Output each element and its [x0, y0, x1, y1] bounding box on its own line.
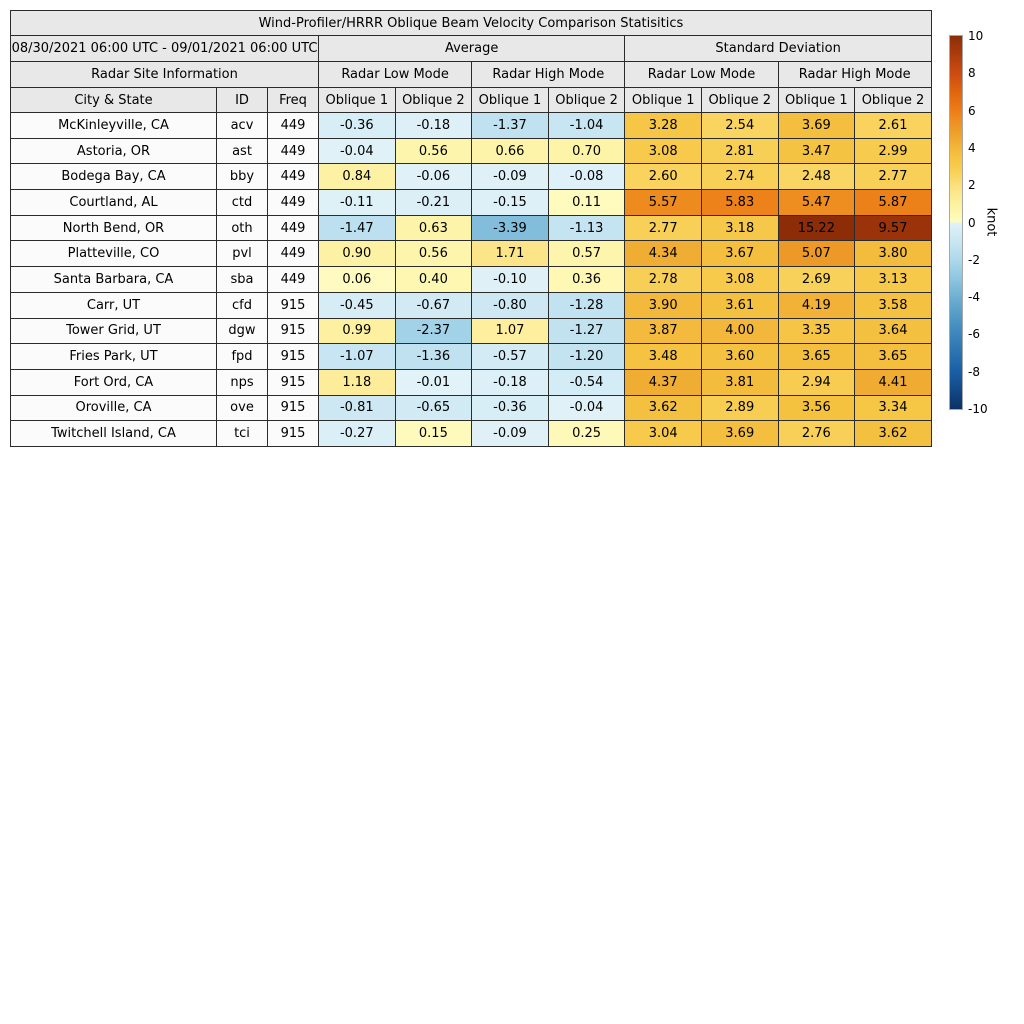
value-cell: -1.37 [472, 113, 549, 139]
id-cell: oth [217, 215, 268, 241]
value-cell: 3.08 [625, 138, 702, 164]
value-cell: -0.57 [472, 344, 549, 370]
comparison-statistics-table [10, 10, 932, 447]
value-cell: -0.36 [472, 395, 549, 421]
table-row [11, 369, 932, 395]
group-header-row [11, 36, 932, 62]
figure-title: Wind-Profiler/HRRR Oblique Beam Velocity Comparison Statisitics [11, 11, 932, 36]
table-row [11, 138, 932, 164]
value-cell: 0.57 [548, 241, 625, 267]
id-cell: dgw [217, 318, 268, 344]
column-header-oblique: Oblique 2 [855, 88, 932, 113]
value-cell: -1.28 [548, 292, 625, 318]
value-cell: 3.69 [701, 421, 778, 447]
value-cell: -1.07 [319, 344, 396, 370]
table-row [11, 292, 932, 318]
colorbar [950, 36, 962, 409]
city-cell: Fries Park, UT [11, 344, 217, 370]
value-cell: -1.20 [548, 344, 625, 370]
std-dev-group-header: Standard Deviation [625, 36, 931, 62]
value-cell: 3.87 [625, 318, 702, 344]
table-row [11, 318, 932, 344]
value-cell: -1.04 [548, 113, 625, 139]
value-cell: 3.69 [778, 113, 855, 139]
value-cell: 1.07 [472, 318, 549, 344]
value-cell: -2.37 [395, 318, 472, 344]
table-row [11, 215, 932, 241]
colorbar-tick-label: -4 [968, 290, 980, 305]
table-row [11, 190, 932, 216]
value-cell: 2.89 [701, 395, 778, 421]
value-cell: -1.27 [548, 318, 625, 344]
value-cell: 4.37 [625, 369, 702, 395]
colorbar-tick-label: -6 [968, 327, 980, 342]
value-cell: -1.13 [548, 215, 625, 241]
city-cell: Tower Grid, UT [11, 318, 217, 344]
table-row [11, 421, 932, 447]
colorbar-tick-label: -10 [968, 402, 988, 416]
city-cell: Fort Ord, CA [11, 369, 217, 395]
value-cell: 1.18 [319, 369, 396, 395]
column-header-oblique: Oblique 1 [472, 88, 549, 113]
value-cell: 3.62 [625, 395, 702, 421]
value-cell: 5.57 [625, 190, 702, 216]
city-cell: Courtland, AL [11, 190, 217, 216]
value-cell: 9.57 [855, 215, 932, 241]
value-cell: 2.94 [778, 369, 855, 395]
value-cell: 0.63 [395, 215, 472, 241]
city-cell: Astoria, OR [11, 138, 217, 164]
value-cell: 2.81 [701, 138, 778, 164]
id-cell: ctd [217, 190, 268, 216]
value-cell: 3.65 [778, 344, 855, 370]
value-cell: 0.15 [395, 421, 472, 447]
value-cell: 2.48 [778, 164, 855, 190]
value-cell: 2.76 [778, 421, 855, 447]
value-cell: 5.87 [855, 190, 932, 216]
value-cell: -0.18 [472, 369, 549, 395]
id-cell: acv [217, 113, 268, 139]
column-header-row [11, 88, 932, 113]
id-cell: ove [217, 395, 268, 421]
value-cell: 5.83 [701, 190, 778, 216]
city-cell: North Bend, OR [11, 215, 217, 241]
id-cell: fpd [217, 344, 268, 370]
value-cell: -1.47 [319, 215, 396, 241]
value-cell: 3.58 [855, 292, 932, 318]
mode-header-std-high: Radar High Mode [778, 62, 931, 88]
value-cell: 2.99 [855, 138, 932, 164]
value-cell: 2.74 [701, 164, 778, 190]
colorbar-unit-label: knot [983, 207, 999, 237]
value-cell: -0.18 [395, 113, 472, 139]
value-cell: 0.70 [548, 138, 625, 164]
value-cell: 15.22 [778, 215, 855, 241]
colorbar-tick-label: 10 [968, 29, 984, 43]
id-cell: tci [217, 421, 268, 447]
value-cell: 3.04 [625, 421, 702, 447]
value-cell: 2.78 [625, 267, 702, 293]
value-cell: -0.80 [472, 292, 549, 318]
value-cell: 3.60 [701, 344, 778, 370]
value-cell: 0.11 [548, 190, 625, 216]
city-cell: Bodega Bay, CA [11, 164, 217, 190]
freq-cell: 449 [268, 215, 319, 241]
value-cell: -0.11 [319, 190, 396, 216]
value-cell: -0.36 [319, 113, 396, 139]
colorbar-tick-label: 6 [968, 103, 976, 118]
id-cell: nps [217, 369, 268, 395]
freq-cell: 915 [268, 421, 319, 447]
title-row [11, 11, 932, 36]
value-cell: 3.81 [701, 369, 778, 395]
colorbar-tick-label: 0 [968, 215, 976, 230]
value-cell: -0.04 [548, 395, 625, 421]
value-cell: -0.67 [395, 292, 472, 318]
id-cell: ast [217, 138, 268, 164]
freq-cell: 449 [268, 138, 319, 164]
id-cell: pvl [217, 241, 268, 267]
value-cell: 3.34 [855, 395, 932, 421]
value-cell: -0.08 [548, 164, 625, 190]
freq-cell: 449 [268, 113, 319, 139]
value-cell: -0.09 [472, 164, 549, 190]
value-cell: 3.56 [778, 395, 855, 421]
value-cell: 3.64 [855, 318, 932, 344]
average-group-header: Average [319, 36, 625, 62]
value-cell: 3.08 [701, 267, 778, 293]
value-cell: 4.19 [778, 292, 855, 318]
city-cell: Oroville, CA [11, 395, 217, 421]
colorbar-tick-label: 8 [968, 66, 976, 81]
value-cell: 2.61 [855, 113, 932, 139]
value-cell: -0.27 [319, 421, 396, 447]
value-cell: -0.45 [319, 292, 396, 318]
table-row [11, 267, 932, 293]
mode-header-std-low: Radar Low Mode [625, 62, 778, 88]
colorbar-tick-label: 4 [968, 140, 976, 155]
value-cell: 3.48 [625, 344, 702, 370]
value-cell: 3.18 [701, 215, 778, 241]
value-cell: -0.06 [395, 164, 472, 190]
value-cell: 0.99 [319, 318, 396, 344]
column-header-oblique: Oblique 1 [778, 88, 855, 113]
value-cell: 3.62 [855, 421, 932, 447]
mode-header-row [11, 62, 932, 88]
value-cell: 2.69 [778, 267, 855, 293]
column-header-oblique: Oblique 2 [701, 88, 778, 113]
value-cell: 3.35 [778, 318, 855, 344]
table-row [11, 241, 932, 267]
value-cell: 3.67 [701, 241, 778, 267]
value-cell: -0.15 [472, 190, 549, 216]
mode-header-avg-low: Radar Low Mode [319, 62, 472, 88]
value-cell: -0.54 [548, 369, 625, 395]
colorbar-tick-label: -2 [968, 252, 980, 267]
table-row [11, 164, 932, 190]
value-cell: 0.40 [395, 267, 472, 293]
column-header-oblique: Oblique 1 [625, 88, 702, 113]
city-cell: Platteville, CO [11, 241, 217, 267]
column-header-freq: Freq [268, 88, 319, 113]
site-info-header: Radar Site Information [11, 62, 319, 88]
colorbar-tick-label: -8 [968, 364, 980, 379]
value-cell: -0.10 [472, 267, 549, 293]
value-cell: 3.90 [625, 292, 702, 318]
value-cell: 4.00 [701, 318, 778, 344]
column-header-city: City & State [11, 88, 217, 113]
freq-cell: 449 [268, 190, 319, 216]
value-cell: -0.01 [395, 369, 472, 395]
id-cell: cfd [217, 292, 268, 318]
freq-cell: 915 [268, 318, 319, 344]
column-header-oblique: Oblique 2 [548, 88, 625, 113]
value-cell: -3.39 [472, 215, 549, 241]
value-cell: -0.65 [395, 395, 472, 421]
freq-cell: 449 [268, 241, 319, 267]
city-cell: Carr, UT [11, 292, 217, 318]
freq-cell: 449 [268, 164, 319, 190]
city-cell: McKinleyville, CA [11, 113, 217, 139]
value-cell: 0.36 [548, 267, 625, 293]
value-cell: 0.56 [395, 241, 472, 267]
freq-cell: 915 [268, 344, 319, 370]
value-cell: 4.34 [625, 241, 702, 267]
value-cell: 0.66 [472, 138, 549, 164]
value-cell: 3.28 [625, 113, 702, 139]
value-cell: 3.13 [855, 267, 932, 293]
id-cell: bby [217, 164, 268, 190]
value-cell: -0.21 [395, 190, 472, 216]
table-row [11, 113, 932, 139]
value-cell: 5.47 [778, 190, 855, 216]
column-header-oblique: Oblique 1 [319, 88, 396, 113]
value-cell: 0.84 [319, 164, 396, 190]
column-header-id: ID [217, 88, 268, 113]
table-row [11, 344, 932, 370]
value-cell: 2.77 [625, 215, 702, 241]
value-cell: 0.25 [548, 421, 625, 447]
table-row [11, 395, 932, 421]
value-cell: 4.41 [855, 369, 932, 395]
value-cell: 3.80 [855, 241, 932, 267]
value-cell: 2.77 [855, 164, 932, 190]
value-cell: 0.06 [319, 267, 396, 293]
mode-header-avg-high: Radar High Mode [472, 62, 625, 88]
column-header-oblique: Oblique 2 [395, 88, 472, 113]
colorbar-tick-label: 2 [968, 178, 976, 193]
value-cell: 5.07 [778, 241, 855, 267]
value-cell: 2.54 [701, 113, 778, 139]
city-cell: Santa Barbara, CA [11, 267, 217, 293]
value-cell: -0.04 [319, 138, 396, 164]
value-cell: -0.09 [472, 421, 549, 447]
value-cell: 3.65 [855, 344, 932, 370]
value-cell: 3.61 [701, 292, 778, 318]
freq-cell: 915 [268, 369, 319, 395]
date-range-cell: 08/30/2021 06:00 UTC - 09/01/2021 06:00 UTC [11, 36, 319, 62]
freq-cell: 915 [268, 292, 319, 318]
freq-cell: 915 [268, 395, 319, 421]
freq-cell: 449 [268, 267, 319, 293]
id-cell: sba [217, 267, 268, 293]
value-cell: 3.47 [778, 138, 855, 164]
value-cell: 2.60 [625, 164, 702, 190]
value-cell: -1.36 [395, 344, 472, 370]
value-cell: 0.90 [319, 241, 396, 267]
value-cell: 1.71 [472, 241, 549, 267]
value-cell: -0.81 [319, 395, 396, 421]
value-cell: 0.56 [395, 138, 472, 164]
city-cell: Twitchell Island, CA [11, 421, 217, 447]
